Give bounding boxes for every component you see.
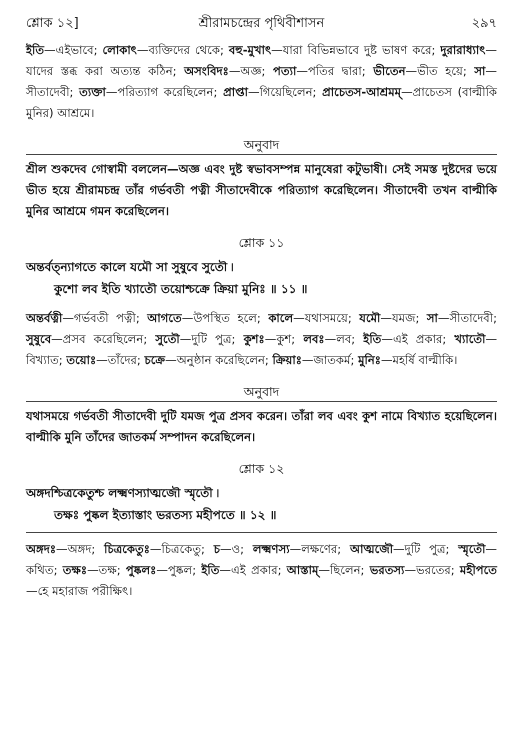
synonym-meaning: —সীতাদেবী; — [26, 64, 497, 99]
synonym-term: স্মৃতৌ — [458, 542, 486, 556]
synonym-meaning: —লব; — [324, 332, 364, 346]
verse-heading-12: শ্লোক ১২ — [238, 461, 285, 476]
synonym-term: ইতি — [363, 332, 382, 346]
header-page-number: ২৯৭ — [471, 16, 497, 31]
synonym-term: অন্তর্বত্নী — [26, 311, 63, 325]
synonym-meaning: —এই প্রকার; — [381, 332, 455, 346]
synonym-meaning: —পতির দ্বারা; — [296, 64, 374, 78]
synonym-term: আগতে — [147, 311, 182, 325]
synonym-term: অঙ্গদঃ — [26, 542, 57, 556]
synonym-meaning: —এই প্রকার; — [219, 563, 287, 577]
synonym-meaning: —অজ্ঞ; — [228, 64, 274, 78]
synonyms-paragraph-3 — [26, 539, 497, 602]
synonym-meaning: —কথিত; — [26, 542, 497, 577]
synonym-meaning: —তক্ষ; — [87, 563, 126, 577]
synonym-meaning: —প্রাচেতস (বাল্মীকি মুনির) আশ্রমে। — [26, 85, 498, 120]
synonym-meaning: —যারা বিভিন্নভাবে দুষ্ট ভাষণ করে; — [271, 43, 441, 57]
synonym-meaning: —কুশ; — [264, 332, 304, 346]
synonym-meaning: —লক্ষণের; — [289, 542, 350, 556]
verse-11 — [26, 256, 497, 300]
synonym-term: চক্রে — [144, 353, 166, 367]
translation-paragraph-1: শ্রীল শুকদেব গোস্বামী বললেন—অজ্ঞ এবং দুষ্ট স্বভাবসম্পন্ন মানুষেরা কটুভাষী। সেই সমস্ত দুষ্টদের ভয়ে ভীত হয়ে শ্রীরামচন্দ্র তাঁর গর্ভবতী পত্নী সীতাদেবীকে পরিত্যাগ করেছিলেন। সীতাদেবী তখন বাল্মীকি মুনির আশ্রমে গমন করেছিলেন। — [26, 162, 497, 218]
running-header — [26, 0, 497, 40]
synonym-meaning: —ভরতের; — [404, 563, 460, 577]
synonym-meaning: —তাঁদের; — [96, 353, 145, 367]
header-chapter-title: শ্রীরামচন্দ্রের পৃথিবীশাসন — [198, 16, 325, 31]
synonym-meaning: —দুটি পুত্র; — [179, 332, 244, 346]
synonym-term: তয়োঃ — [66, 353, 97, 367]
synonym-meaning: —উপস্থিত হলে; — [181, 311, 269, 325]
synonym-meaning: —যাদের স্তব্ধ করা অত্যন্ত কঠিন; — [26, 43, 497, 78]
synonym-meaning: —অনুষ্ঠান করেছিলেন; — [165, 353, 273, 367]
synonym-term: কুশঃ — [243, 332, 265, 346]
synonym-meaning: —গর্ভবতী পত্নী; — [62, 311, 148, 325]
synonym-term: চিত্রকেতুঃ — [104, 542, 150, 556]
synonym-term: চ — [213, 542, 221, 556]
translation-paragraph-2: যথাসময়ে গর্ভবতী সীতাদেবী দুটি যমজ পুত্র প্রসব করেন। তাঁরা লব এবং কুশ নামে বিখ্যাত হয়েছিলেন। বাল্মীকি মুনি তাঁদের জাতকর্ম সম্পাদন করেছিলেন। — [26, 409, 497, 444]
verse-heading-11: শ্লোক ১১ — [238, 235, 285, 250]
header-verse-ref: শ্লোক ১২] — [26, 16, 79, 31]
synonym-term: লোকাৎ — [102, 43, 137, 57]
synonym-term: লক্ষ্মণস্য — [252, 542, 290, 556]
synonym-term: মুনিঃ — [358, 353, 381, 367]
synonym-term: ইতি — [201, 563, 220, 577]
synonym-meaning: —মহর্ষি বাল্মীকি। — [380, 353, 458, 367]
synonym-meaning: —ভীত হয়ে; — [405, 64, 475, 78]
synonym-meaning: —যথাসময়ে; — [293, 311, 360, 325]
synonym-term: কালে — [268, 311, 294, 325]
synonym-term: আত্মজৌ — [349, 542, 394, 556]
synonym-meaning: —ও; — [220, 542, 253, 556]
synonym-meaning: —সীতাদেবী; — [437, 311, 497, 325]
synonym-meaning: —জাতকর্ম; — [301, 353, 359, 367]
synonym-term: অসংবিদঃ — [184, 64, 229, 78]
synonym-term: আস্তাম্ — [286, 563, 319, 577]
synonym-term: মহীপতে — [459, 563, 497, 577]
verse-12-line-1: অঙ্গদশ্চিত্রকেতুশ্চ লক্ষ্মণস্যাত্মজৌ স্মৃতৌ ৷ — [26, 486, 219, 500]
synonym-term: তক্ষঃ — [62, 563, 88, 577]
synonym-term: সুতৌ — [155, 332, 180, 346]
synonym-meaning: —ব্যক্তিদের থেকে; — [136, 43, 229, 57]
synonym-term: প্রাচেতস-আশ্রমম্ — [322, 85, 402, 99]
synonym-term: ক্রিয়াঃ — [272, 353, 302, 367]
synonym-term: ভরতস্য — [369, 563, 405, 577]
synonym-term: লবঃ — [303, 332, 325, 346]
synonym-meaning: —গিয়েছিলেন; — [247, 85, 323, 99]
synonym-term: দুরারাধ্যাৎ — [440, 43, 486, 57]
synonym-meaning: —পুষ্কল; — [156, 563, 202, 577]
synonym-term: ভীতেন — [373, 64, 406, 78]
synonym-term: সা — [474, 64, 486, 78]
synonym-term: সুষুবে — [26, 332, 52, 346]
synonym-meaning: —হে মহারাজ পরীক্ষিৎ। — [26, 584, 133, 598]
synonym-meaning: —চিত্রকেতু; — [149, 542, 214, 556]
verse-11-line-2: কুশো লব ইতি খ্যাতৌ তয়োশ্চক্রে ক্রিয়া মুনিঃ ॥ ১১ ॥ — [54, 282, 308, 296]
synonym-term: পুষ্কলঃ — [125, 563, 157, 577]
synonym-meaning: —প্রসব করেছিলেন; — [51, 332, 156, 346]
synonym-meaning: —অঙ্গদ; — [56, 542, 105, 556]
synonym-meaning: —পরিত্যাগ করেছিলেন; — [105, 85, 224, 99]
synonym-term: ত্যক্তা — [79, 85, 106, 99]
verse-12 — [26, 482, 497, 526]
synonym-term: যমৌ — [359, 311, 381, 325]
synonym-term: সা — [426, 311, 438, 325]
synonym-meaning: —দুটি পুত্র; — [393, 542, 459, 556]
synonym-meaning: —এইভাবে; — [44, 43, 103, 57]
synonym-term: পত্যা — [273, 64, 297, 78]
synonym-term: ইতি — [26, 43, 45, 57]
translation-heading-2: অনুবাদ — [243, 384, 280, 399]
synonym-meaning: —ছিলেন; — [318, 563, 370, 577]
synonym-meaning: —বিখ্যাত; — [26, 332, 498, 367]
synonyms-paragraph-2 — [26, 308, 497, 371]
synonym-meaning: —যমজ; — [380, 311, 427, 325]
synonym-term: খ্যাতৌ — [454, 332, 486, 346]
synonym-term: বহু-মুখাৎ — [228, 43, 272, 57]
translation-heading-1: অনুবাদ — [243, 137, 280, 152]
verse-12-line-2: তক্ষঃ পুষ্কল ইত্যাস্তাং ভরতস্য মহীপতে ॥ ১২ ॥ — [54, 508, 277, 522]
synonyms-paragraph-1 — [26, 40, 497, 124]
synonym-term: প্রাপ্তা — [223, 85, 248, 99]
verse-11-line-1: অন্তর্বত্‌ন্যাগতে কালে যমৌ সা সুষুবে সুতৌ ৷ — [26, 260, 234, 274]
